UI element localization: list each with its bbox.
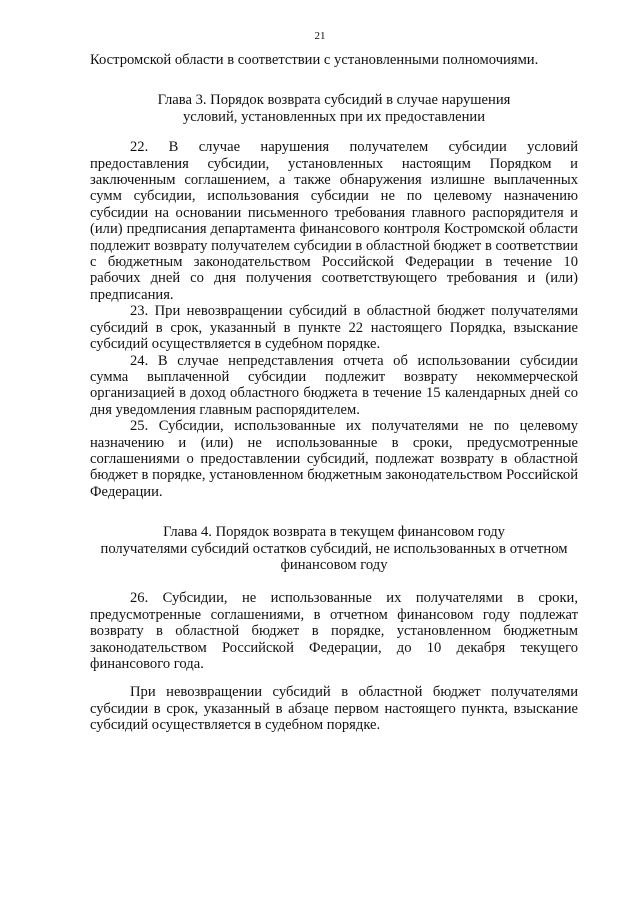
chapter3-title-line2: условий, установленных при их предоставлении	[182, 108, 486, 125]
paragraph-24: 24. В случае непредставления отчета об использовании субсидии сумма выплаченной субсидии подлежит возврату некоммерческой организацией в доход областного бюджета в течение 15 календарных дней со дня уведомления главным распорядителем.	[90, 352, 578, 418]
paragraph-25: 25. Субсидии, использованные их получателями не по целевому назначению и (или) не использованные в сроки, предусмотренные соглашениями о предоставлении субсидий, подлежат возврату в областной бюджет в порядке, установленном бюджетным законодательством Российской Федерации.	[90, 418, 578, 500]
document-body	[90, 52, 578, 734]
chapter4-title-line2: получателями субсидий остатков субсидий, не использованных в отчетном	[100, 540, 568, 557]
intro-line: Костромской области в соответствии с установленными полномочиями.	[90, 52, 539, 68]
chapter3-title	[90, 92, 578, 125]
paragraph-26: 26. Субсидии, не использованные их получателями в сроки, предусмотренные соглашениями, в отчетном финансовом году подлежат возврату в областной бюджет в порядке, установленном бюджетным законодательством Российской Федерации, до 10 декабря текущего финансового года.	[90, 590, 578, 672]
chapter4-title-line3: финансовом году	[280, 556, 388, 573]
paragraph-26-second: При невозвращении субсидий в областной бюджет получателями субсидии в срок, указанный в абзаце первом настоящего пункта, взыскание субсидий осуществляется в судебном порядке.	[90, 684, 578, 734]
chapter4-title-line1: Глава 4. Порядок возврата в текущем финансовом году	[163, 524, 505, 541]
chapter3-title-line1: Глава 3. Порядок возврата субсидий в случае нарушения	[157, 92, 511, 109]
paragraph-22: 22. В случае нарушения получателем субсидии условий предоставления субсидии, установленных настоящим Порядком и заключенным соглашением, а также обнаружения излишне выплаченных сумм субсидии, использования субсидии не по целевому назначению субсидии на основании письменного требования главного распорядителя и (или) предписания департамента финансового контроля Костромской области подлежит возврату получателем субсидии в областной бюджет в соответствии с бюджетным законодательством Российской Федерации в течение 10 рабочих дней со дня получения соответствующего требования и (или) предписания.	[90, 139, 578, 303]
paragraph-23: 23. При невозвращении субсидий в областной бюджет получателями субсидий в срок, указанный в пункте 22 настоящего Порядка, взыскание субсидий осуществляется в судебном порядке.	[90, 303, 578, 353]
chapter4-title	[90, 524, 578, 573]
page-number: 21	[314, 30, 326, 42]
